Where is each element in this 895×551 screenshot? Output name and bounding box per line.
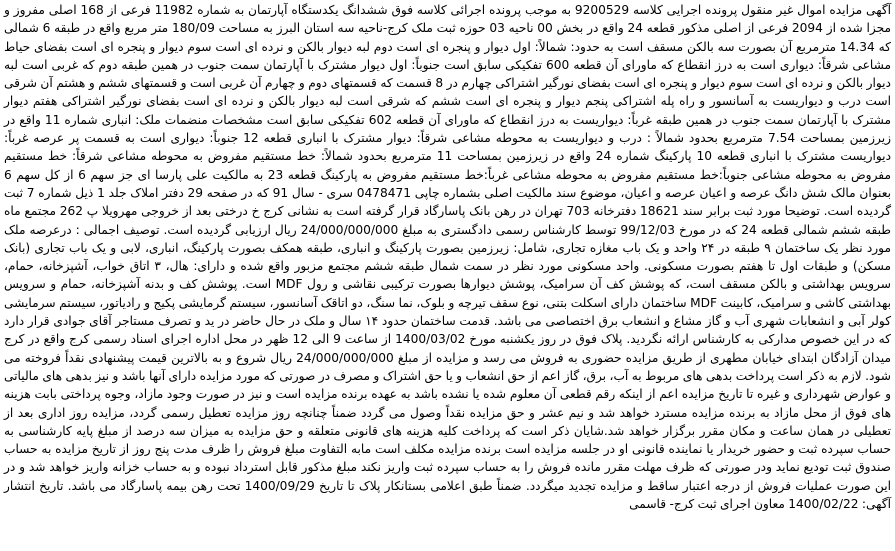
notice-paragraph: آگهی مزایده اموال غیر منقول پرونده اجرایی کلاسه 9200529 به موجب پرونده اجرائی کلاسه فوق ششدانگ یکدستگاه آپارتمان به شماره 11982 فرعی از 168 اصلی مفروز و مجزا شده از 2094 فرعی از اصلی مذکور قطعه 24 واقع در بخش 00 ناحیه 03 حوزه ثبت ملک کرج-ناحیه سه استان البرز به مساحت 180/09 متر مربع واقع در طبقه 6 شمالی که 14.34 مترمربع آن بصورت سه بالکن مسقف است به حدود: شمالاً: اول دیوار و پنجره ای است دوم لبه دیوار بالکن و نرده ای است سوم دیوار و پنجره ای است بفضای حیاط مشاعی شرقاً: دیواری است به درز انقطاع که ماورای آن قطعه 600 تفکیکی سابق است جنوباً: اول دیوار مشترک با آپارتمان سمت جنوب در همین طبقه دوم که غربی است لبه دیوار بالکن و نرده ای است سوم دیوار و پنجره ای است بفضای نورگیر اشتراکی چهارم در 8 قسمت که قسمتهای دوم و چهارم آن غربی است و قسمتهای ششم و هشتم آن شرقی است درب و دیواریست به آسانسور و راه پله اشتراکی پنجم دیوار و پنجره ای است ششم که شرقی است لبه دیوار بالکن و نرده ای است بفضای نورگیر اشتراکی هفتم دیوار مشترک با آپارتمان سمت جنوب در همین طبقه غرباً: دیواریست به درز انقطاع که ماورای آن قطعه 602 تفکیکی سابق است مشخصات منضمات ملک: انباری شماره 11 واقع در زیرزمین بمساحت 7.54 مترمربع بحدود شمالاً : درب و دیواریست به محوطه مشاعی شرقاً: دیوار مشترک با انباری قطعه 12 جنوباً: دیواری است به قسمت پر عرصه غرباً: دیواریست مشترک با انباری قطعه 10 پارکینگ شماره 24 واقع در زیرزمین بمساحت 11 مترمربع بحدود شمالاً: خط مستقیم مفروض به محوطه مشاعی شرقاً: خط مستقیم مفروض به محوطه مشاعی جنوباً:خط مستقیم مفروض به محوطه مشاعی غرباً:خط مستقیم مفروض به پارکینگ قطعه 23 به مالکیت علی پارسا ای جز سهم 6 از کل سهم 6 بعنوان مالک شش دانگ عرصه و اعیان عرصه و اعیان، موضوع سند مالکیت اصلی بشماره چاپی 0478471 سری - سال 91 که در صفحه 29 دفتر املاک جلد 1 ذیل شماره 7 ثبت گردیده است. توضیحا مورد ثبت برابر سند 18621 دفترخانه 703 تهران در رهن بانک پاسارگاد قرار گرفته است به نشانی کرج خ درختی بعد از خروجی مهرویلا پ 262 مجتمع ماه طبقه ششم شمالی قطعه 24 که در مورخ 99/12/03 توسط کارشناس رسمی دادگستری به مبلغ 24/000/000/000 ریال ارزیابی گردیده است. توصیف اجمالی : درعرصه ملک مورد نظر یک ساختمان ۹ طبقه در ۲۴ واحد و یک باب مغازه تجاری، شامل: زیرزمین بصورت پارکینگ و انباری، طبقه همکف بصورت پارکینگ، انباری، لابی و یک باب تجاری (بانک مسکن) و طبقات اول تا هفتم بصورت مسکونی. واحد مسکونی مورد نظر در سمت شمال طبقه ششم مجتمع مزبور واقع شده و دارای: هال، ۳ اتاق خواب، آشپزخانه، حمام، سرویس بهداشتی و بالکن مسقف است، که پوشش کف آن سرامیک، پوشش دیوارها بصورت ترکیبی نقاشی و رول MDF است. پوشش کف و بدنه آشپزخانه، حمام و سرویس بهداشتی کاشی و سرامیک، کابینت MDF ساختمان دارای اسکلت بتنی، نوع سقف تیرچه و بلوک، نما سنگ، دو اتاقک آسانسور، سیستم گرمایشی پکیج و رادیاتور، سیستم سرمایشی کولر آبی و انشعابات شهری آب و گاز مشاع و انشعاب برق اختصاصی می باشد. قدمت ساختمان حدود ۱۴ سال و ملک در حال حاضر در ید و تصرف مستاجر آقای جوادی قرار دارد که در این خصوص مدارکی به کارشناس ارائه نگردید. پلاک فوق در روز یکشنبه مورخ 1400/03/02 از ساعت 9 الی 12 ظهر در محل اداره اجرای اسناد رسمی کرج واقع در کرج میدان آزادگان ابتدای خیابان مطهری از طریق مزایده حضوری به فروش می رسد و مزایده از مبلغ 24/000/000/000 ریال شروع و به بالاترین قیمت پیشنهادی نقداً فروخته می شود. لازم به ذکر است پرداخت بدهی های مربوط به آب، برق، گاز اعم از حق انشعاب و یا حق اشتراک و مصرف در صورتی که مورد مزایده دارای آنها باشد و نیز بدهی های مالیاتی و عوارض شهرداری و غیره تا تاریخ مزایده اعم از اینکه رقم قطعی آن معلوم شده یا نشده باشد به عهده برنده مزایده است و نیز در صورت وجود مازاد، وجوه پرداختی بابت هزینه های فوق از محل مازاد به برنده مزایده مسترد خواهد شد و نیم عشر و حق مزایده نقداً وصول می گردد ضمناً چنانچه روز مزایده تعطیل رسمی گردد، مزایده روز اداری بعد از تعطیلی در همان ساعت و مکان مقرر برگزار خواهد شد.شایان ذکر است که پرداخت کلیه هزینه های قانونی متعلقه و حق مزایده به میزان سه درصد از مبلغ پایه کارشناسی به حساب سپرده ثبت و حضور خریدار یا نماینده قانونی او در جلسه مزایده است برنده مزایده مکلف است مابه التفاوت مبلغ فروش را ظرف مدت پنج روز از تاریخ مزایده به حساب صندوق ثبت تودیع نماید ودر صورتی که ظرف مهلت مقرر مانده فروش را به حساب سپرده ثبت واریز نکند مبلغ مذکور قابل استرداد نبوده و به حساب خزانه واریز خواهد شد و در این صورت عملیات فروش از درجه اعتبار ساقط و مزایده تجدید میگردد. ضمناً طبق اعلامی بستانکار پلاک تا تاریخ 1400/09/29 تحت رهن بیمه پاسارگاد می باشد. تاریخ انتشار آگهی: 1400/02/22 معاون اجرای ثبت کرج- قاسمی [4,3,892,512]
